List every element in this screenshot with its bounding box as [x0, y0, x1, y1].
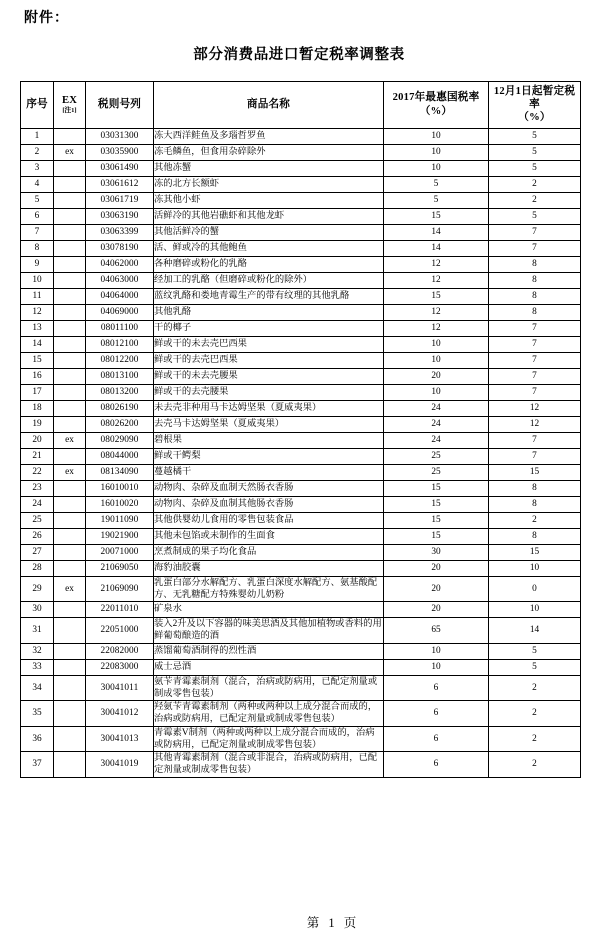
- cell-name: 鲜或干鳄梨: [154, 448, 384, 464]
- table-row: [21, 602, 581, 618]
- cell-name: 海豹油胶囊: [154, 560, 384, 576]
- cell-ex: [54, 544, 86, 560]
- cell-seq: 8: [21, 240, 54, 256]
- cell-ex: [54, 272, 86, 288]
- cell-code: 16010020: [86, 496, 154, 512]
- cell-code: 03063399: [86, 224, 154, 240]
- cell-name: 动物肉、杂碎及血制天然肠衣香肠: [154, 480, 384, 496]
- cell-code: 03031300: [86, 128, 154, 144]
- cell-code: 08134090: [86, 464, 154, 480]
- cell-code: 03061719: [86, 192, 154, 208]
- cell-rate-dec1: 2: [489, 675, 581, 701]
- cell-ex: [54, 192, 86, 208]
- column-header-name: 商品名称: [154, 81, 384, 128]
- cell-rate-dec1: 2: [489, 701, 581, 727]
- cell-code: 08026200: [86, 416, 154, 432]
- cell-rate-dec1: 7: [489, 432, 581, 448]
- cell-code: 30041019: [86, 752, 154, 778]
- cell-rate-2017: 12: [384, 304, 489, 320]
- cell-code: 03061490: [86, 160, 154, 176]
- cell-name: 威士忌酒: [154, 659, 384, 675]
- column-header-rate-dec1: [489, 81, 581, 128]
- column-header-rate-dec1-unit: （%）: [518, 112, 551, 124]
- cell-name: 其他供婴幼儿食用的零售包装食品: [154, 512, 384, 528]
- column-header-rate-2017: [384, 81, 489, 128]
- cell-name: 其他冻蟹: [154, 160, 384, 176]
- cell-name: 青霉素V制剂（两种或两种以上成分混合而成的，治病或防病用，已配定剂量或制成零售包装）: [154, 726, 384, 752]
- cell-rate-2017: 24: [384, 416, 489, 432]
- cell-name: 氨苄青霉素制剂（混合，治病或防病用，已配定剂量或制成零售包装）: [154, 675, 384, 701]
- cell-rate-2017: 15: [384, 512, 489, 528]
- cell-seq: 2: [21, 144, 54, 160]
- cell-rate-2017: 15: [384, 496, 489, 512]
- cell-ex: [54, 752, 86, 778]
- column-header-rate-2017-unit: （%）: [419, 105, 453, 117]
- cell-code: 08044000: [86, 448, 154, 464]
- page-title: 部分消费品进口暂定税率调整表: [193, 46, 405, 63]
- table-row: [21, 160, 581, 176]
- cell-name: 活、鲜或冷的其他鲍鱼: [154, 240, 384, 256]
- table-row: [21, 336, 581, 352]
- cell-name: 乳蛋白部分水解配方、乳蛋白深度水解配方、氨基酸配方、无乳糖配方特殊婴幼儿奶粉: [154, 576, 384, 602]
- cell-code: 03063190: [86, 208, 154, 224]
- cell-name: 其他乳酪: [154, 304, 384, 320]
- cell-seq: 12: [21, 304, 54, 320]
- cell-ex: [54, 256, 86, 272]
- cell-seq: 28: [21, 560, 54, 576]
- table-row: [21, 288, 581, 304]
- cell-rate-2017: 20: [384, 576, 489, 602]
- cell-seq: 20: [21, 432, 54, 448]
- cell-rate-dec1: 12: [489, 416, 581, 432]
- table-row: [21, 643, 581, 659]
- cell-rate-2017: 6: [384, 701, 489, 727]
- cell-name: 去壳马卡达姆坚果（夏威夷果）: [154, 416, 384, 432]
- table-row: [21, 480, 581, 496]
- cell-ex: [54, 659, 86, 675]
- cell-seq: 26: [21, 528, 54, 544]
- cell-seq: 6: [21, 208, 54, 224]
- table-row: [21, 256, 581, 272]
- cell-rate-2017: 15: [384, 480, 489, 496]
- cell-seq: 9: [21, 256, 54, 272]
- cell-rate-2017: 12: [384, 272, 489, 288]
- cell-rate-dec1: 2: [489, 176, 581, 192]
- cell-rate-2017: 10: [384, 128, 489, 144]
- cell-name: 鲜或干的去壳腰果: [154, 384, 384, 400]
- cell-code: 22011010: [86, 602, 154, 618]
- cell-code: 22051000: [86, 618, 154, 644]
- table-row: [21, 352, 581, 368]
- table-row: [21, 701, 581, 727]
- cell-name: 活鲜冷的其他岩礁虾和其他龙虾: [154, 208, 384, 224]
- cell-rate-2017: 20: [384, 368, 489, 384]
- cell-code: 03061612: [86, 176, 154, 192]
- cell-name: 鲜或干的未去壳腰果: [154, 368, 384, 384]
- cell-rate-2017: 20: [384, 560, 489, 576]
- cell-ex: ex: [54, 144, 86, 160]
- cell-rate-dec1: 7: [489, 320, 581, 336]
- cell-rate-dec1: 15: [489, 464, 581, 480]
- cell-rate-dec1: 5: [489, 128, 581, 144]
- cell-ex: [54, 384, 86, 400]
- cell-code: 08029090: [86, 432, 154, 448]
- cell-seq: 7: [21, 224, 54, 240]
- table-row: [21, 512, 581, 528]
- column-header-seq: 序号: [21, 81, 54, 128]
- cell-seq: 3: [21, 160, 54, 176]
- table-body: [21, 128, 581, 777]
- cell-ex: [54, 304, 86, 320]
- table-row: [21, 368, 581, 384]
- cell-rate-dec1: 8: [489, 480, 581, 496]
- cell-name: 各种磨碎或粉化的乳酪: [154, 256, 384, 272]
- cell-name: 矿泉水: [154, 602, 384, 618]
- cell-ex: [54, 480, 86, 496]
- cell-code: 21069050: [86, 560, 154, 576]
- cell-ex: [54, 701, 86, 727]
- cell-rate-dec1: 7: [489, 224, 581, 240]
- table-row: [21, 320, 581, 336]
- cell-rate-2017: 6: [384, 675, 489, 701]
- cell-ex: [54, 416, 86, 432]
- cell-ex: [54, 160, 86, 176]
- cell-rate-dec1: 8: [489, 272, 581, 288]
- cell-name: 其他未包馅或未制作的生面食: [154, 528, 384, 544]
- table-row: [21, 544, 581, 560]
- cell-name: 冻其他小虾: [154, 192, 384, 208]
- cell-seq: 21: [21, 448, 54, 464]
- cell-rate-dec1: 8: [489, 288, 581, 304]
- cell-name: 鲜或干的去壳巴西果: [154, 352, 384, 368]
- cell-ex: [54, 400, 86, 416]
- cell-rate-dec1: 5: [489, 144, 581, 160]
- table-row: [21, 675, 581, 701]
- table-row: [21, 560, 581, 576]
- cell-seq: 4: [21, 176, 54, 192]
- cell-rate-dec1: 8: [489, 256, 581, 272]
- cell-ex: ex: [54, 576, 86, 602]
- table-header-row: [21, 81, 581, 128]
- cell-seq: 31: [21, 618, 54, 644]
- cell-rate-2017: 65: [384, 618, 489, 644]
- cell-seq: 34: [21, 675, 54, 701]
- cell-rate-2017: 10: [384, 643, 489, 659]
- table-row: [21, 752, 581, 778]
- table-row: [21, 144, 581, 160]
- tariff-table: [20, 81, 581, 778]
- cell-seq: 5: [21, 192, 54, 208]
- cell-code: 19021900: [86, 528, 154, 544]
- column-header-rate-2017-label: 2017年最惠国税率: [392, 92, 480, 104]
- cell-rate-dec1: 2: [489, 726, 581, 752]
- cell-seq: 35: [21, 701, 54, 727]
- table-row: [21, 304, 581, 320]
- cell-code: 22082000: [86, 643, 154, 659]
- cell-name: 烹煮制成的果子均化食品: [154, 544, 384, 560]
- cell-code: 08012100: [86, 336, 154, 352]
- cell-rate-dec1: 8: [489, 304, 581, 320]
- cell-rate-dec1: 5: [489, 659, 581, 675]
- cell-ex: [54, 602, 86, 618]
- cell-seq: 19: [21, 416, 54, 432]
- cell-rate-2017: 20: [384, 602, 489, 618]
- table-row: [21, 192, 581, 208]
- cell-rate-dec1: 0: [489, 576, 581, 602]
- cell-code: 08026190: [86, 400, 154, 416]
- cell-seq: 25: [21, 512, 54, 528]
- cell-seq: 15: [21, 352, 54, 368]
- cell-code: 16010010: [86, 480, 154, 496]
- cell-rate-dec1: 7: [489, 352, 581, 368]
- cell-seq: 14: [21, 336, 54, 352]
- table-header: [21, 81, 581, 128]
- cell-seq: 24: [21, 496, 54, 512]
- cell-ex: [54, 352, 86, 368]
- cell-rate-dec1: 7: [489, 240, 581, 256]
- cell-seq: 27: [21, 544, 54, 560]
- cell-ex: [54, 726, 86, 752]
- page-footer: 第 1 页: [306, 916, 360, 930]
- cell-rate-dec1: 2: [489, 752, 581, 778]
- table-row: [21, 659, 581, 675]
- cell-rate-dec1: 7: [489, 368, 581, 384]
- column-header-rate-dec1-label: 12月1日起暂定税率: [493, 85, 576, 111]
- cell-rate-2017: 12: [384, 320, 489, 336]
- cell-code: 20071000: [86, 544, 154, 560]
- cell-ex: [54, 560, 86, 576]
- cell-rate-2017: 15: [384, 208, 489, 224]
- cell-code: 04069000: [86, 304, 154, 320]
- cell-rate-2017: 5: [384, 192, 489, 208]
- cell-ex: [54, 320, 86, 336]
- cell-code: 04062000: [86, 256, 154, 272]
- cell-name: 蔓越橘干: [154, 464, 384, 480]
- cell-rate-2017: 24: [384, 400, 489, 416]
- cell-ex: [54, 643, 86, 659]
- cell-rate-dec1: 2: [489, 192, 581, 208]
- cell-seq: 18: [21, 400, 54, 416]
- cell-code: 04064000: [86, 288, 154, 304]
- cell-ex: [54, 336, 86, 352]
- table-row: [21, 224, 581, 240]
- table-row: [21, 416, 581, 432]
- cell-ex: [54, 496, 86, 512]
- cell-rate-dec1: 10: [489, 560, 581, 576]
- cell-ex: [54, 448, 86, 464]
- cell-ex: ex: [54, 432, 86, 448]
- column-header-code: 税则号列: [86, 81, 154, 128]
- cell-rate-2017: 10: [384, 659, 489, 675]
- cell-code: 08013100: [86, 368, 154, 384]
- cell-rate-2017: 10: [384, 144, 489, 160]
- cell-rate-2017: 24: [384, 432, 489, 448]
- cell-rate-2017: 15: [384, 528, 489, 544]
- cell-seq: 16: [21, 368, 54, 384]
- cell-name: 冻毛鳞鱼，但食用杂碎除外: [154, 144, 384, 160]
- table-row: [21, 618, 581, 644]
- cell-code: 08013200: [86, 384, 154, 400]
- cell-rate-2017: 10: [384, 160, 489, 176]
- cell-seq: 32: [21, 643, 54, 659]
- cell-seq: 10: [21, 272, 54, 288]
- cell-ex: [54, 224, 86, 240]
- cell-ex: [54, 368, 86, 384]
- cell-rate-dec1: 2: [489, 512, 581, 528]
- cell-rate-dec1: 7: [489, 448, 581, 464]
- cell-rate-dec1: 5: [489, 160, 581, 176]
- cell-rate-dec1: 14: [489, 618, 581, 644]
- cell-seq: 23: [21, 480, 54, 496]
- table-row: [21, 128, 581, 144]
- cell-code: 22083000: [86, 659, 154, 675]
- cell-rate-2017: 14: [384, 240, 489, 256]
- cell-code: 03035900: [86, 144, 154, 160]
- cell-seq: 36: [21, 726, 54, 752]
- column-header-ex-label: EX: [61, 94, 78, 106]
- cell-name: 鲜或干的未去壳巴西果: [154, 336, 384, 352]
- cell-ex: [54, 176, 86, 192]
- cell-ex: [54, 240, 86, 256]
- table-row: [21, 528, 581, 544]
- cell-name: 装入2升及以下容器的味美思酒及其他加植物或香料的用鲜葡萄酿造的酒: [154, 619, 382, 642]
- cell-name: 其他活鲜冷的蟹: [154, 224, 384, 240]
- cell-rate-dec1: 15: [489, 544, 581, 560]
- cell-rate-2017: 10: [384, 384, 489, 400]
- cell-seq: 22: [21, 464, 54, 480]
- cell-name: 冻的北方长额虾: [154, 176, 384, 192]
- cell-ex: ex: [54, 464, 86, 480]
- cell-seq: 1: [21, 128, 54, 144]
- cell-rate-2017: 10: [384, 352, 489, 368]
- cell-seq: 29: [21, 576, 54, 602]
- cell-ex: [54, 128, 86, 144]
- cell-rate-2017: 6: [384, 752, 489, 778]
- cell-rate-dec1: 8: [489, 528, 581, 544]
- table-row: [21, 176, 581, 192]
- cell-name: 蓝纹乳酪和娄地青霉生产的带有纹理的其他乳酪: [154, 288, 384, 304]
- cell-name: 羟氨苄青霉素制剂（两种或两种以上成分混合而成的，治病或防病用，已配定剂量或制成零售包装）: [154, 701, 384, 727]
- cell-rate-dec1: 8: [489, 496, 581, 512]
- cell-name: 冻大西洋鲑鱼及多瑙哲罗鱼: [154, 128, 384, 144]
- cell-name: 动物肉、杂碎及血制其他肠衣香肠: [154, 496, 384, 512]
- cell-rate-2017: 25: [384, 448, 489, 464]
- cell-ex: [54, 675, 86, 701]
- column-header-ex-note: [注1]: [62, 106, 77, 114]
- cell-code: 19011090: [86, 512, 154, 528]
- cell-name: 未去壳非种用马卡达姆坚果（夏威夷果）: [154, 400, 384, 416]
- cell-ex: [54, 618, 86, 644]
- cell-rate-dec1: 7: [489, 336, 581, 352]
- cell-code: 30041013: [86, 726, 154, 752]
- cell-rate-dec1: 12: [489, 400, 581, 416]
- column-header-ex: [54, 81, 86, 128]
- cell-name: 干的椰子: [154, 320, 384, 336]
- table-row: [21, 432, 581, 448]
- cell-ex: [54, 288, 86, 304]
- cell-seq: 17: [21, 384, 54, 400]
- cell-rate-2017: 6: [384, 726, 489, 752]
- cell-rate-dec1: 5: [489, 643, 581, 659]
- cell-name: 碧根果: [154, 432, 384, 448]
- cell-rate-2017: 10: [384, 336, 489, 352]
- table-row: [21, 464, 581, 480]
- cell-code: 08012200: [86, 352, 154, 368]
- cell-name: 蒸馏葡萄酒制得的烈性酒: [154, 643, 384, 659]
- cell-code: 03078190: [86, 240, 154, 256]
- table-row: [21, 272, 581, 288]
- table-row: [21, 208, 581, 224]
- cell-code: 30041011: [86, 675, 154, 701]
- cell-rate-dec1: 10: [489, 602, 581, 618]
- cell-name: 经加工的乳酪（但磨碎或粉化的除外）: [154, 272, 384, 288]
- cell-ex: [54, 208, 86, 224]
- cell-seq: 13: [21, 320, 54, 336]
- cell-rate-2017: 25: [384, 464, 489, 480]
- table-row: [21, 496, 581, 512]
- cell-rate-2017: 12: [384, 256, 489, 272]
- cell-seq: 33: [21, 659, 54, 675]
- table-row: [21, 240, 581, 256]
- cell-rate-2017: 15: [384, 288, 489, 304]
- cell-rate-dec1: 5: [489, 208, 581, 224]
- cell-ex: [54, 528, 86, 544]
- cell-code: 21069090: [86, 576, 154, 602]
- cell-seq: 30: [21, 602, 54, 618]
- cell-code: 30041012: [86, 701, 154, 727]
- cell-name: 其他青霉素制剂（混合或非混合，治病或防病用，已配定剂量或制成零售包装）: [154, 752, 384, 778]
- cell-rate-2017: 30: [384, 544, 489, 560]
- cell-seq: 11: [21, 288, 54, 304]
- cell-code: 04063000: [86, 272, 154, 288]
- cell-seq: 37: [21, 752, 54, 778]
- table-row: [21, 448, 581, 464]
- table-row: [21, 726, 581, 752]
- table-row: [21, 384, 581, 400]
- cell-rate-dec1: 7: [489, 384, 581, 400]
- table-row: [21, 400, 581, 416]
- cell-ex: [54, 512, 86, 528]
- cell-rate-2017: 14: [384, 224, 489, 240]
- cell-code: 08011100: [86, 320, 154, 336]
- cell-rate-2017: 5: [384, 176, 489, 192]
- table-row: [21, 576, 581, 602]
- attachment-label: 附件：: [24, 11, 69, 26]
